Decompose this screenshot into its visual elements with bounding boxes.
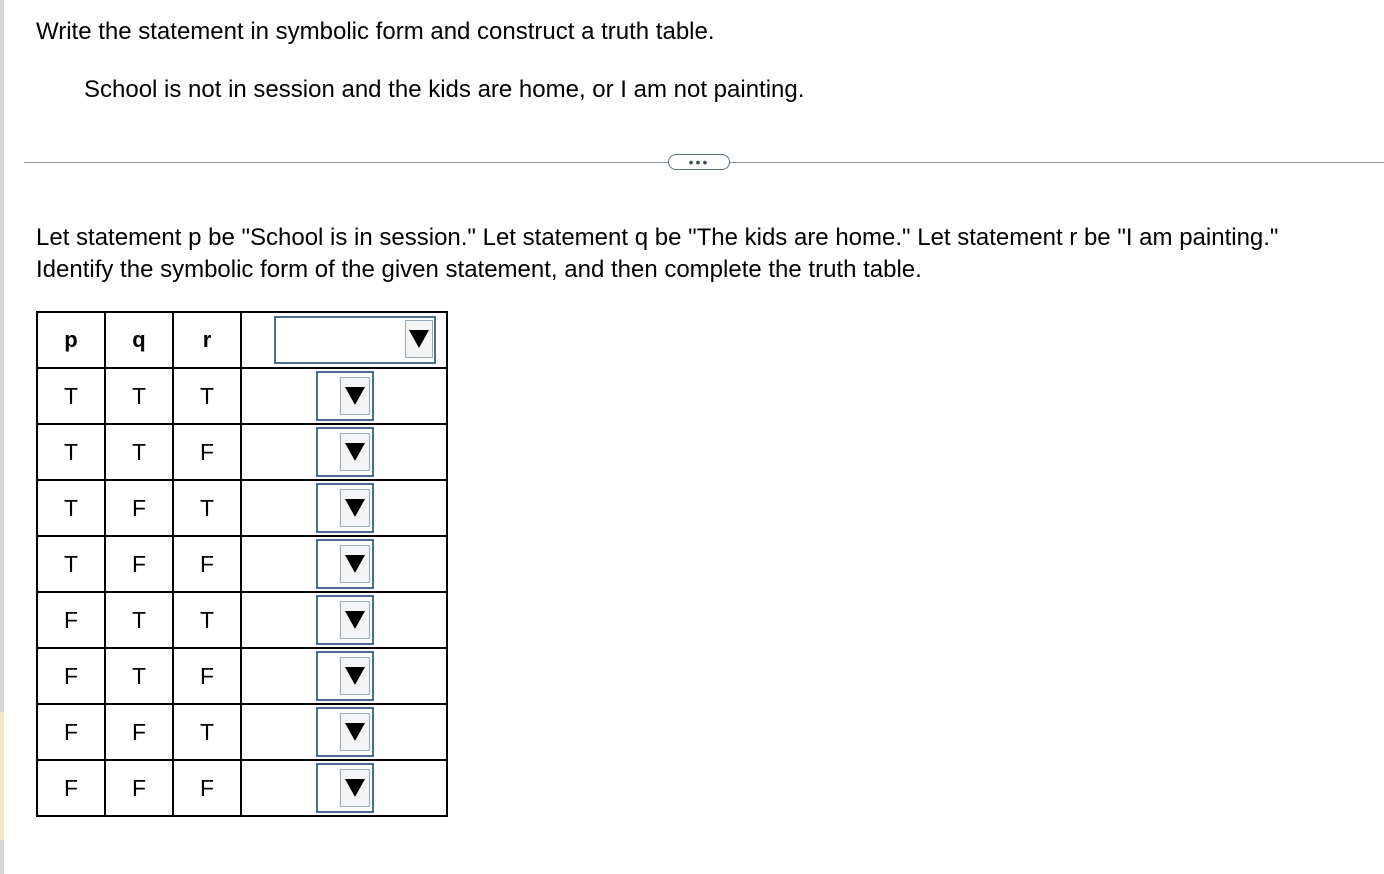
truth-value-dropdown[interactable] bbox=[316, 763, 374, 813]
table-header-row bbox=[37, 312, 447, 368]
truth-value-dropdown[interactable] bbox=[316, 595, 374, 645]
left-accent bbox=[0, 712, 4, 840]
instructions-line-1: Let statement p be "School is in session." Let statement q be "The kids are home." Let statement r be "I am painting." bbox=[36, 224, 1279, 251]
cell-q: F bbox=[105, 760, 173, 816]
cell-q: T bbox=[105, 368, 173, 424]
cell-r: T bbox=[173, 704, 241, 760]
cell-q: F bbox=[105, 536, 173, 592]
cell-q: F bbox=[105, 480, 173, 536]
cell-result bbox=[241, 480, 447, 536]
header-r: r bbox=[173, 312, 241, 368]
table-row bbox=[37, 592, 447, 648]
cell-p: F bbox=[37, 648, 105, 704]
cell-r: F bbox=[173, 424, 241, 480]
dropdown-arrow-button[interactable] bbox=[340, 601, 370, 639]
cell-result bbox=[241, 704, 447, 760]
dropdown-arrow-button[interactable] bbox=[340, 489, 370, 527]
truth-value-dropdown[interactable] bbox=[316, 427, 374, 477]
triangle-down-icon bbox=[345, 779, 365, 797]
question-statement: School is not in session and the kids are home, or I am not painting. bbox=[84, 76, 805, 103]
cell-result bbox=[241, 648, 447, 704]
truth-value-dropdown[interactable] bbox=[316, 707, 374, 757]
cell-result bbox=[241, 592, 447, 648]
cell-q: T bbox=[105, 592, 173, 648]
table-row bbox=[37, 760, 447, 816]
dropdown-arrow-button[interactable] bbox=[405, 320, 433, 358]
header-q: q bbox=[105, 312, 173, 368]
triangle-down-icon bbox=[345, 723, 365, 741]
dropdown-arrow-button[interactable] bbox=[340, 769, 370, 807]
cell-r: F bbox=[173, 760, 241, 816]
cell-p: T bbox=[37, 480, 105, 536]
cell-result bbox=[241, 424, 447, 480]
cell-q: F bbox=[105, 704, 173, 760]
triangle-down-icon bbox=[345, 443, 365, 461]
ellipsis-icon: ••• bbox=[688, 154, 710, 170]
table-row bbox=[37, 536, 447, 592]
expand-button[interactable] bbox=[668, 154, 730, 170]
cell-q: T bbox=[105, 424, 173, 480]
truth-value-dropdown[interactable] bbox=[316, 371, 374, 421]
table-row bbox=[37, 480, 447, 536]
instructions-line-2: Identify the symbolic form of the given statement, and then complete the truth table. bbox=[36, 256, 922, 283]
truth-value-dropdown[interactable] bbox=[316, 651, 374, 701]
table-row bbox=[37, 648, 447, 704]
truth-value-dropdown[interactable] bbox=[316, 539, 374, 589]
question-title: Write the statement in symbolic form and construct a truth table. bbox=[36, 18, 715, 45]
header-p: p bbox=[37, 312, 105, 368]
header-result bbox=[241, 312, 447, 368]
cell-r: F bbox=[173, 536, 241, 592]
cell-p: F bbox=[37, 704, 105, 760]
cell-p: T bbox=[37, 368, 105, 424]
cell-r: T bbox=[173, 368, 241, 424]
dropdown-arrow-button[interactable] bbox=[340, 545, 370, 583]
table-row bbox=[37, 368, 447, 424]
triangle-down-icon bbox=[345, 499, 365, 517]
cell-q: T bbox=[105, 648, 173, 704]
dropdown-arrow-button[interactable] bbox=[340, 713, 370, 751]
triangle-down-icon bbox=[345, 667, 365, 685]
table-row bbox=[37, 704, 447, 760]
cell-p: F bbox=[37, 760, 105, 816]
cell-p: F bbox=[37, 592, 105, 648]
cell-result bbox=[241, 760, 447, 816]
triangle-down-icon bbox=[345, 611, 365, 629]
symbolic-form-dropdown[interactable] bbox=[274, 316, 436, 364]
dropdown-arrow-button[interactable] bbox=[340, 377, 370, 415]
cell-r: T bbox=[173, 480, 241, 536]
triangle-down-icon bbox=[345, 555, 365, 573]
cell-result bbox=[241, 536, 447, 592]
truth-table bbox=[36, 311, 448, 817]
cell-r: T bbox=[173, 592, 241, 648]
instructions bbox=[36, 222, 1384, 286]
truth-value-dropdown[interactable] bbox=[316, 483, 374, 533]
cell-p: T bbox=[37, 536, 105, 592]
dropdown-arrow-button[interactable] bbox=[340, 657, 370, 695]
table-row bbox=[37, 424, 447, 480]
cell-result bbox=[241, 368, 447, 424]
triangle-down-icon bbox=[345, 387, 365, 405]
dropdown-arrow-button[interactable] bbox=[340, 433, 370, 471]
triangle-down-icon bbox=[409, 330, 429, 348]
cell-r: F bbox=[173, 648, 241, 704]
cell-p: T bbox=[37, 424, 105, 480]
